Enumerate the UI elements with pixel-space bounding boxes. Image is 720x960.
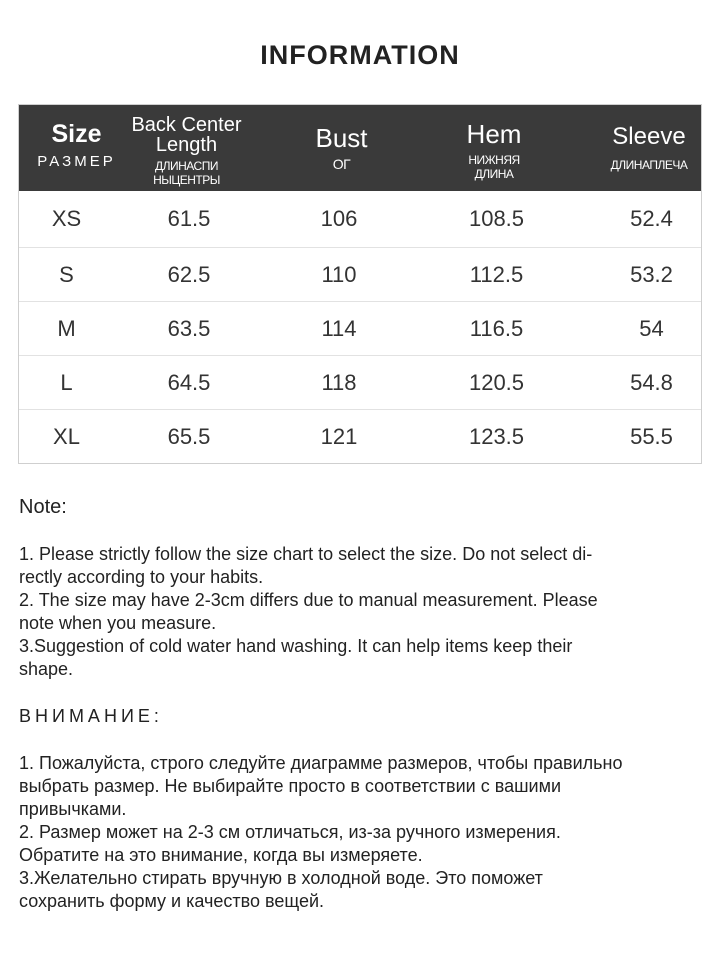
header-back-center-sub2: НЫЦЕНТРЫ — [153, 173, 220, 187]
cell-back-center-length: 62.5 — [167, 261, 211, 287]
header-sleeve-sublabel: ДЛИНАПЛЕЧА — [610, 158, 688, 172]
cell-hem: 123.5 — [468, 423, 525, 449]
note-line: 2. The size may have 2-3cm differs due to manual measurement. Please — [19, 590, 598, 610]
note-heading-russian: ВНИМАНИЕ: — [19, 706, 163, 726]
cell-back-center-length: 65.5 — [167, 423, 211, 449]
note-line: 2. Размер может на 2-3 см отличаться, из-за ручного измерения. — [19, 822, 561, 842]
page-title: INFORMATION — [260, 40, 460, 70]
note-heading: Note: — [19, 496, 67, 518]
cell-size: L — [60, 369, 73, 395]
cell-back-center-length: 63.5 — [167, 315, 211, 341]
cell-bust: 110 — [321, 261, 357, 287]
header-back-center-length — [129, 105, 244, 191]
cell-size: M — [57, 315, 76, 341]
header-bust-sublabel: ОГ — [332, 156, 351, 172]
header-sleeve — [599, 105, 699, 191]
cell-bust: 121 — [320, 423, 358, 449]
cell-size: S — [59, 261, 74, 287]
header-hem-sub1: НИЖНЯЯ — [468, 153, 520, 167]
table-body — [19, 191, 701, 463]
cell-size: XL — [53, 423, 80, 449]
header-size-sublabel: РАЗМЕР — [37, 153, 116, 170]
header-bust-label: Bust — [315, 123, 368, 153]
table-row — [19, 191, 701, 247]
note-line: привычками. — [19, 799, 127, 819]
note-line: 1. Please strictly follow the size chart to select the size. Do not select di- — [19, 544, 593, 564]
cell-hem: 120.5 — [468, 369, 525, 395]
note-line: 3.Suggestion of cold water hand washing. It can help items keep their — [19, 636, 573, 656]
header-hem-sub2: ДЛИНА — [474, 167, 514, 181]
note-line: Обратите на это внимание, когда вы измеряете. — [19, 845, 423, 865]
table-row — [19, 301, 701, 355]
note-english — [19, 543, 699, 681]
cell-bust: 114 — [321, 315, 357, 341]
table-header — [19, 105, 701, 191]
cell-bust: 106 — [320, 206, 358, 231]
cell-sleeve: 54.8 — [630, 369, 673, 395]
cell-back-center-length: 64.5 — [167, 369, 211, 395]
header-back-center-line2: Length — [155, 134, 218, 156]
cell-sleeve: 54 — [639, 315, 664, 341]
cell-hem: 116.5 — [469, 315, 524, 341]
header-hem — [449, 105, 539, 191]
cell-sleeve: 55.5 — [630, 423, 673, 449]
note-russian — [19, 752, 699, 913]
cell-hem: 112.5 — [469, 261, 524, 287]
note-line: выбрать размер. Не выбирайте просто в соответствии с вашими — [19, 776, 562, 796]
cell-back-center-length: 61.5 — [167, 206, 211, 231]
cell-hem: 108.5 — [468, 206, 525, 231]
cell-sleeve: 53.2 — [630, 261, 673, 287]
note-line: note when you measure. — [19, 613, 217, 633]
note-line: 1. Пожалуйста, строго следуйте диаграмме размеров, чтобы правильно — [19, 753, 623, 773]
cell-size: XS — [51, 206, 82, 231]
table-row — [19, 355, 701, 409]
cell-sleeve: 52.4 — [630, 206, 673, 231]
header-sleeve-label: Sleeve — [612, 123, 686, 150]
note-line: shape. — [19, 659, 74, 679]
header-hem-label: Hem — [466, 119, 522, 149]
header-bust — [294, 105, 389, 191]
header-back-center-sub1: ДЛИНАСПИ — [155, 159, 218, 173]
size-chart-table — [18, 104, 702, 464]
table-row — [19, 247, 701, 301]
note-line: сохранить форму и качество вещей. — [19, 891, 325, 911]
header-size — [29, 105, 124, 191]
cell-bust: 118 — [321, 369, 357, 395]
header-size-label: Size — [51, 120, 102, 148]
table-row — [19, 409, 701, 463]
header-back-center-line1: Back Center — [131, 114, 242, 136]
note-line: 3.Желательно стирать вручную в холодной воде. Это поможет — [19, 868, 543, 888]
note-line: rectly according to your habits. — [19, 567, 264, 587]
